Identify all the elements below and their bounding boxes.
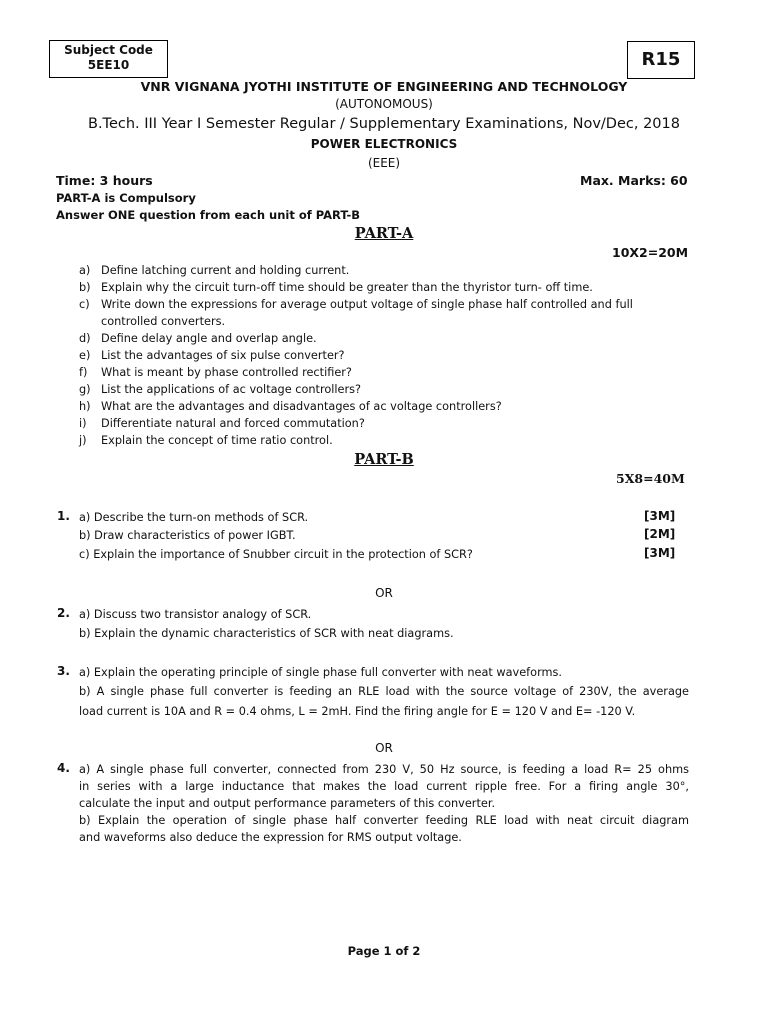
- institute-name: VNR VIGNANA JYOTHI INSTITUTE OF ENGINEERING AND TECHNOLOGY: [140, 79, 628, 94]
- part-a-question-list: [79, 262, 699, 449]
- max-marks: Max. Marks: 60: [580, 173, 688, 188]
- autonomous-label: (AUTONOMOUS): [335, 97, 433, 111]
- question-text: What are the advantages and disadvantages of ac voltage controllers?: [101, 400, 502, 413]
- question-label: g): [79, 383, 91, 396]
- part-a-question-row: [79, 262, 699, 279]
- question-text: Explain the concept of time ratio control.: [101, 434, 333, 447]
- part-a-question-row: [79, 398, 699, 415]
- question-number: 1.: [57, 509, 70, 523]
- part-a-question-row: [79, 313, 699, 330]
- question-3b-line2: load current is 10A and R = 0.4 ohms, L = 2mH. Find the firing angle for E = 120 V and E= -120 V.: [79, 705, 636, 718]
- question-text: Write down the expressions for average output voltage of single phase half controlled and full: [101, 298, 633, 311]
- subject-code-label: Subject Code: [64, 43, 153, 57]
- part-a-marks: 10X2=20M: [612, 245, 689, 260]
- subject-name: POWER ELECTRONICS: [310, 137, 458, 151]
- subject-code-box: [49, 40, 168, 78]
- or-divider: OR: [375, 741, 393, 755]
- question-label: c): [79, 298, 90, 311]
- page-number: Page 1 of 2: [347, 944, 421, 958]
- question-label: e): [79, 349, 91, 362]
- part-a-question-row: [79, 279, 699, 296]
- part-b-title: PART-B: [354, 451, 414, 468]
- exam-title: B.Tech. III Year I Semester Regular / Supplementary Examinations, Nov/Dec, 2018: [88, 116, 680, 132]
- part-a-question-row: [79, 296, 699, 313]
- part-a-question-row: [79, 364, 699, 381]
- question-4b-line2: and waveforms also deduce the expression for RMS output voltage.: [79, 831, 462, 844]
- question-label: i): [79, 417, 87, 430]
- regulation-code: R15: [641, 49, 681, 70]
- question-text: List the applications of ac voltage controllers?: [101, 383, 362, 396]
- question-1b: b) Draw characteristics of power IGBT.: [79, 529, 296, 542]
- part-a-question-row: [79, 381, 699, 398]
- part-a-question-row: [79, 330, 699, 347]
- question-label: [79, 313, 101, 330]
- branch-name: (EEE): [367, 156, 401, 170]
- question-4a-line1: a) A single phase full converter, connected from 230 V, 50 Hz source, is feeding a load R= 25 ohms: [79, 763, 689, 776]
- question-text: Define latching current and holding current.: [101, 264, 350, 277]
- marks-badge: [3M]: [644, 546, 676, 560]
- part-a-title: PART-A: [354, 225, 414, 242]
- question-label: f): [79, 366, 88, 379]
- exam-time: Time: 3 hours: [56, 173, 153, 188]
- question-2a: a) Discuss two transistor analogy of SCR.: [79, 608, 312, 621]
- question-label: j): [79, 434, 87, 447]
- question-3b-line1: b) A single phase full converter is feeding an RLE load with the source voltage of 230V, the average: [79, 685, 689, 698]
- instruction-part-a: PART-A is Compulsory: [56, 191, 196, 205]
- question-label: a): [79, 264, 91, 277]
- question-text: Differentiate natural and forced commutation?: [101, 417, 365, 430]
- question-text: What is meant by phase controlled rectifier?: [101, 366, 352, 379]
- question-text: controlled converters.: [101, 315, 226, 328]
- question-4a-line3: calculate the input and output performance parameters of this converter.: [79, 797, 496, 810]
- question-number: 2.: [57, 606, 70, 620]
- question-3a: a) Explain the operating principle of single phase full converter with neat waveforms.: [79, 666, 563, 679]
- regulation-box: [627, 41, 695, 79]
- marks-badge: [2M]: [644, 527, 676, 541]
- question-1c: c) Explain the importance of Snubber circuit in the protection of SCR?: [79, 548, 473, 561]
- question-label: b): [79, 281, 91, 294]
- part-a-question-row: [79, 415, 699, 432]
- question-number: 3.: [57, 664, 70, 678]
- instruction-part-b: Answer ONE question from each unit of PART-B: [56, 208, 361, 222]
- subject-code: 5EE10: [87, 58, 130, 72]
- question-text: Explain why the circuit turn-off time should be greater than the thyristor turn- off time.: [101, 281, 593, 294]
- part-b-marks: 5X8=40M: [616, 471, 685, 486]
- question-label: d): [79, 332, 91, 345]
- question-text: List the advantages of six pulse converter?: [101, 349, 345, 362]
- part-a-question-row: [79, 432, 699, 449]
- marks-badge: [3M]: [644, 509, 676, 523]
- question-4b-line1: b) Explain the operation of single phase half converter feeding RLE load with neat circuit diagram: [79, 814, 689, 827]
- part-a-question-row: [79, 347, 699, 364]
- question-2b: b) Explain the dynamic characteristics of SCR with neat diagrams.: [79, 627, 454, 640]
- question-4a-line2: in series with a large inductance that makes the load current ripple free. For a firing angle 30°,: [79, 780, 689, 793]
- question-number: 4.: [57, 761, 70, 775]
- question-1a: a) Describe the turn-on methods of SCR.: [79, 511, 309, 524]
- question-label: h): [79, 400, 91, 413]
- question-text: Define delay angle and overlap angle.: [101, 332, 317, 345]
- or-divider: OR: [375, 586, 393, 600]
